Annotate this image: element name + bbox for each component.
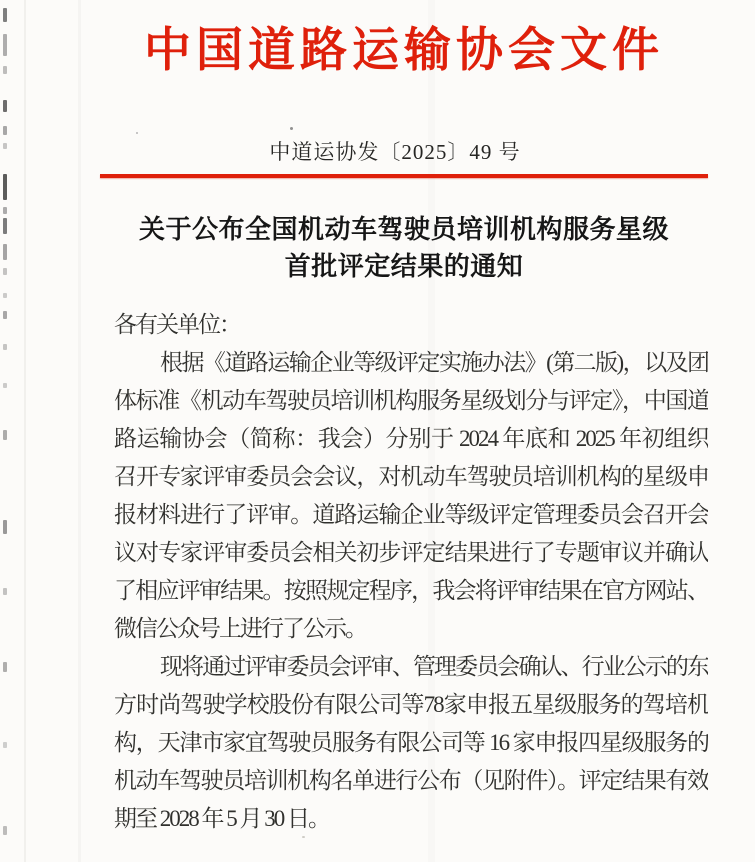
document-number: 中道运协发〔2025〕49 号: [269, 140, 521, 164]
body-line: 构，天津市家宜驾驶员服务有限公司等 16 家申报四星级服务的: [114, 730, 708, 755]
issuing-org-header: 中国道路运输协会文件: [144, 25, 664, 77]
body-line: 报材料进行了评审。道路运输企业等级评定管理委员会召开会: [114, 502, 708, 527]
body-line: 根据《道路运输企业等级评定实施办法》(第二版)，以及团: [160, 350, 708, 375]
document-body: [114, 306, 708, 838]
document-body-paragraphs: [114, 344, 708, 838]
document-title-line1: 关于公布全国机动车驾驶员培训机构服务星级: [138, 215, 669, 244]
body-line: 现将通过评审委员会评审、管理委员会确认、行业公示的东: [160, 654, 708, 679]
body-line: 体标准《机动车驾驶员培训机构服务星级划分与评定》，中国道: [114, 388, 708, 413]
document-content: [100, 0, 708, 862]
document-title: [100, 211, 708, 285]
scan-streak: [78, 0, 81, 862]
red-divider-line: [100, 174, 708, 178]
body-line: 方时尚驾驶学校股份有限公司等78家申报五星级服务的驾培机: [114, 692, 708, 717]
body-line: 了相应评审结果。按照规定程序，我会将评审结果在官方网站、: [114, 578, 708, 603]
body-line: 机动车驾驶员培训机构名单进行公布（见附件）。评定结果有效: [114, 768, 708, 793]
document-title-line2: 首批评定结果的通知: [284, 252, 524, 281]
salutation: 各有关单位：: [114, 312, 240, 337]
body-line: 议对专家评审委员会相关初步评定结果进行了专题审议并确认: [114, 540, 708, 565]
body-line: 召开专家评审委员会会议，对机动车驾驶员培训机构的星级申: [114, 464, 708, 489]
body-line: 微信公众号上进行了公示。: [114, 616, 366, 641]
scan-streak: [24, 0, 26, 862]
body-line: 路运输协会（简称：我会）分别于 2024 年底和 2025 年初组织: [114, 426, 708, 451]
body-line: 期至 2028 年 5 月 30 日。: [114, 806, 329, 831]
